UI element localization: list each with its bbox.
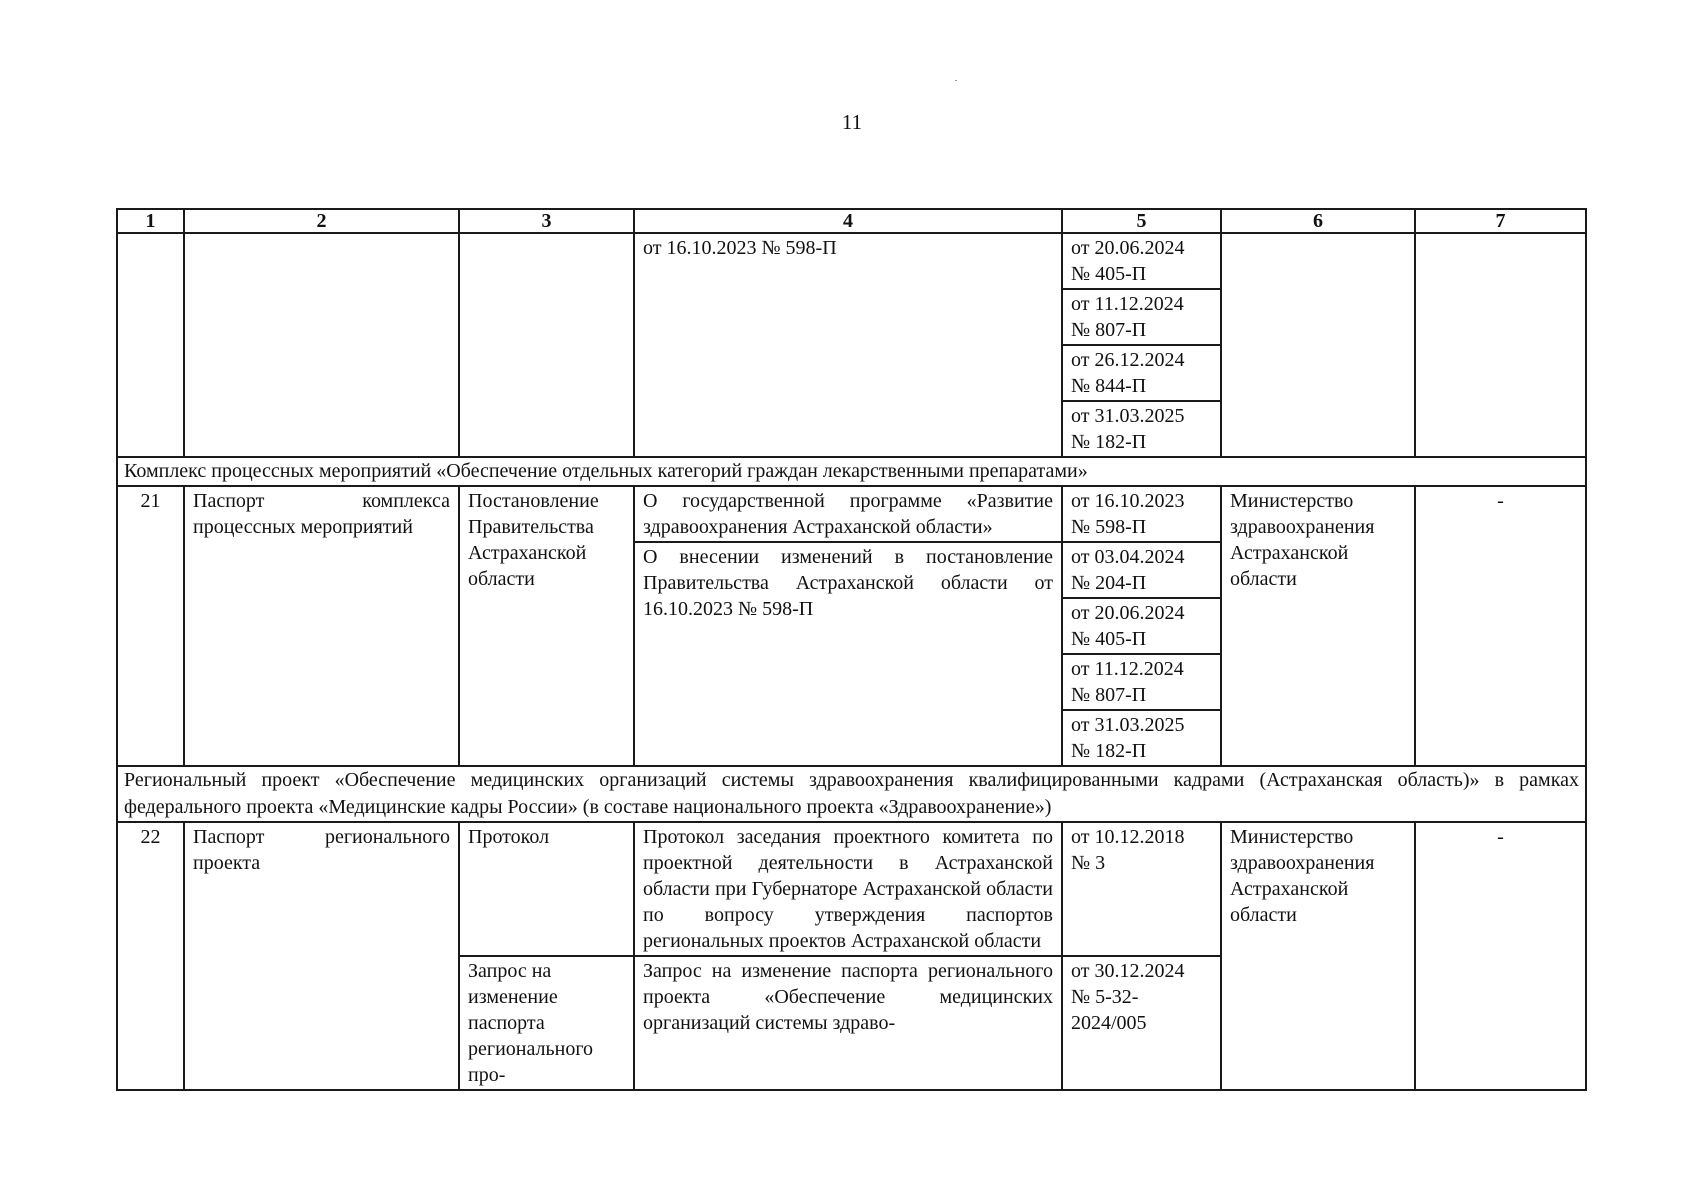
column-header: 5 (1062, 209, 1221, 233)
table-row (117, 233, 1586, 289)
document-type-cell: Постановление Правительства Астраханской области (459, 486, 634, 766)
empty-cell (1415, 233, 1586, 457)
column-header: 6 (1221, 209, 1415, 233)
row-number: 21 (117, 486, 184, 766)
empty-cell (117, 233, 184, 457)
date-number-cell: от 11.12.2024 № 807-П (1062, 289, 1221, 345)
document-name-cell: О внесении изменений в постановление Правительства Астраханской области от 16.10.2023 № 598-П (634, 542, 1062, 766)
document-name-cell: Запрос на изменение паспорта регионального проекта «Обеспечение медицинских организаций системы здраво- (634, 956, 1062, 1090)
document-name-cell: Протокол заседания проектного комитета по проектной деятельности в Астраханской области при Губернаторе Астраханской области по вопросу утверждения паспортов региональных проектов Астраханской области (634, 822, 1062, 956)
date-number-cell: от 26.12.2024 № 844-П (1062, 345, 1221, 401)
document-type-cell: Запрос на изменение паспорта регионального про- (459, 956, 634, 1090)
row-number: 22 (117, 822, 184, 1090)
document-name-cell: от 16.10.2023 № 598-П (634, 233, 1062, 457)
section-heading: Региональный проект «Обеспечение медицинских организаций системы здравоохранения квалифицированными кадрами (Астраханская область)» в рамках федерального проекта «Медицинские кадры России» (в составе национального проекта «Здравоохранение») (117, 766, 1586, 822)
column-header: 7 (1415, 209, 1586, 233)
note-cell: - (1415, 486, 1586, 766)
date-number-cell: от 16.10.2023 № 598-П (1062, 486, 1221, 542)
document-name-cell: О государственной программе «Развитие здравоохранения Астраханской области» (634, 486, 1062, 542)
column-header: 2 (184, 209, 459, 233)
column-header: 3 (459, 209, 634, 233)
date-number-cell: от 20.06.2024 № 405-П (1062, 233, 1221, 289)
empty-cell (1221, 233, 1415, 457)
header-row (117, 209, 1586, 233)
section-row (117, 766, 1586, 822)
section-row (117, 457, 1586, 486)
scan-speck (955, 80, 957, 81)
date-number-cell: от 31.03.2025 № 182-П (1062, 401, 1221, 457)
document-table (116, 208, 1587, 1091)
date-number-cell: от 20.06.2024 № 405-П (1062, 598, 1221, 654)
document-type-cell: Протокол (459, 822, 634, 956)
date-number-cell: от 10.12.2018 № 3 (1062, 822, 1221, 956)
empty-cell (459, 233, 634, 457)
date-number-cell: от 03.04.2024 № 204-П (1062, 542, 1221, 598)
table-row (117, 486, 1586, 542)
page-number: 11 (841, 110, 863, 134)
section-heading: Комплекс процессных мероприятий «Обеспечение отдельных категорий граждан лекарственными препаратами» (117, 457, 1586, 486)
responsible-org-cell: Министерство здравоохранения Астраханской области (1221, 822, 1415, 1090)
responsible-org-cell: Министерство здравоохранения Астраханской области (1221, 486, 1415, 766)
date-number-cell: от 31.03.2025 № 182-П (1062, 710, 1221, 766)
document-title-cell: Паспорт регионального проекта (184, 822, 459, 1090)
note-cell: - (1415, 822, 1586, 1090)
date-number-cell: от 11.12.2024 № 807-П (1062, 654, 1221, 710)
column-header: 4 (634, 209, 1062, 233)
table-row (117, 822, 1586, 956)
empty-cell (184, 233, 459, 457)
document-title-cell: Паспорт комплекса процессных мероприятий (184, 486, 459, 766)
column-header: 1 (117, 209, 184, 233)
date-number-cell: от 30.12.2024 № 5-32-2024/005 (1062, 956, 1221, 1090)
